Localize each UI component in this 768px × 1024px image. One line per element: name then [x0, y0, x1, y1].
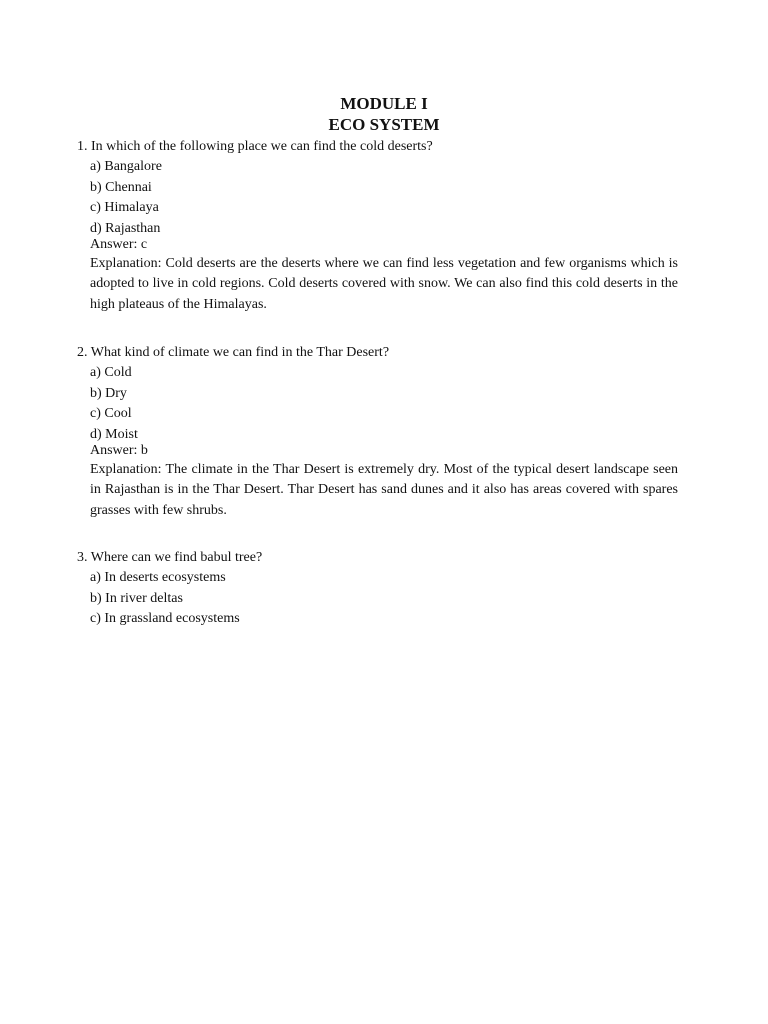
option-item: b) Chennai	[90, 179, 152, 195]
answer-text: Answer: c	[90, 237, 148, 252]
option-item: a) Bangalore	[90, 159, 162, 174]
question-text: 1. In which of the following place we can find the cold deserts?	[77, 139, 433, 154]
option-item: c) In grassland ecosystems	[90, 611, 240, 626]
question-1	[77, 137, 677, 315]
option-item: c) Himalaya	[90, 200, 159, 215]
module-subtitle: ECO SYSTEM	[328, 115, 440, 134]
option-item: b) In river deltas	[90, 590, 183, 606]
options-list	[77, 568, 677, 630]
option-item: d) Moist	[90, 426, 138, 442]
explanation-text: Explanation: Cold deserts are the deserts where we can find less vegetation and few organisms which is adopted to live in cold regions. Cold deserts covered with snow. We can also find this cold deserts in the high plateaus of the Himalayas.	[90, 256, 678, 312]
option-item: c) Cool	[90, 406, 132, 421]
answer-text: Answer: b	[90, 443, 148, 458]
question-3	[77, 548, 677, 630]
question-text: 3. Where can we find babul tree?	[77, 550, 263, 565]
option-item: a) In deserts ecosystems	[90, 570, 226, 585]
options-list	[77, 363, 677, 445]
question-text: 2. What kind of climate we can find in the Thar Desert?	[77, 345, 390, 360]
question-2	[77, 343, 677, 521]
option-item: a) Cold	[90, 365, 132, 380]
explanation-text: Explanation: The climate in the Thar Desert is extremely dry. Most of the typical desert landscape seen in Rajasthan is in the Thar Desert. Thar Desert has sand dunes and it also has areas covered with spares grasses with few shrubs.	[90, 462, 678, 518]
options-list	[77, 157, 677, 239]
module-title: MODULE I	[340, 94, 428, 113]
option-item: d) Rajasthan	[90, 220, 161, 236]
option-item: b) Dry	[90, 385, 127, 401]
